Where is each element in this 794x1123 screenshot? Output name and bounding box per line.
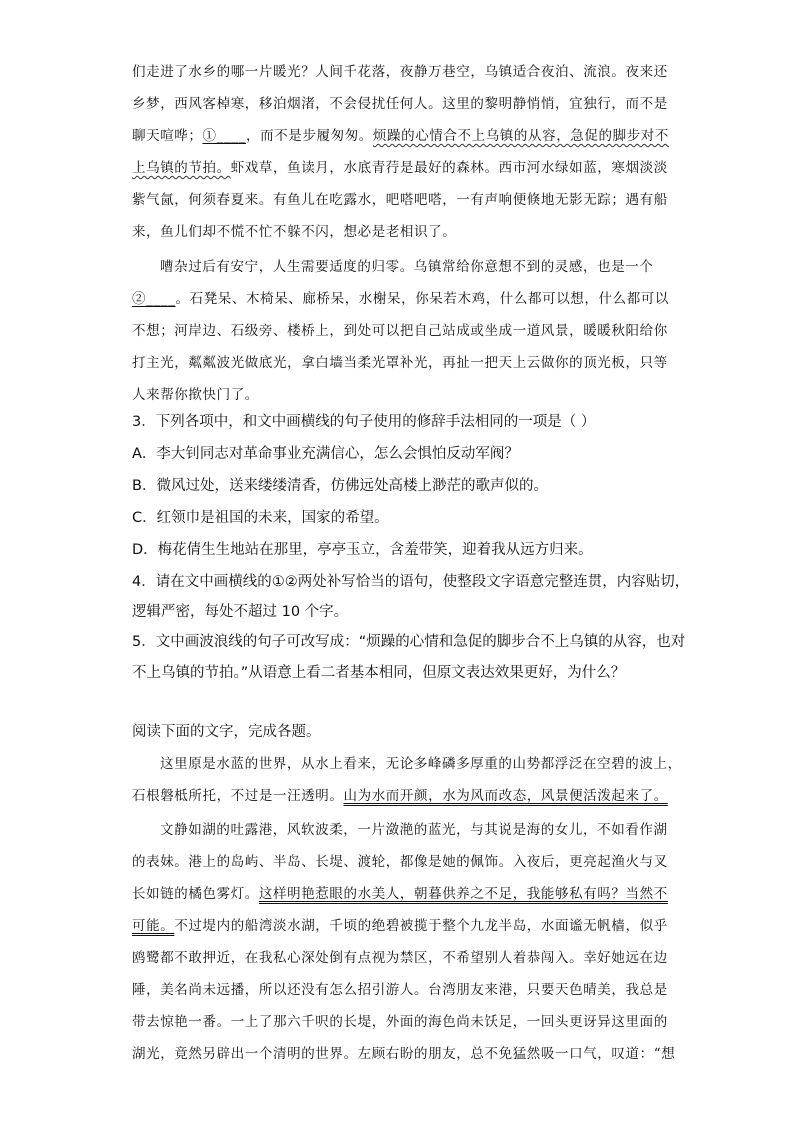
passage-line: 石根磐柢所托，不过是一汪透明。山为水而开颜，水为风而改态，风景便活泼起来了。 bbox=[132, 788, 668, 804]
passage-line: 鸥鹭都不敢押近，在我私心深处倒有点视为禁区，不希望别人着恭闯入。幸好她远在边 bbox=[132, 950, 668, 966]
passage-line: 来，鱼儿们却不慌不忙不躲不闪，想必是老相识了。 bbox=[132, 224, 457, 240]
underlined-sentence: 这样明艳惹眼的水美人，朝暮供养之不足，我能够私有吗？当然不 bbox=[258, 886, 668, 902]
wavy-sentence: 烦躁的心情合不上乌镇的从容，急促的脚步对不 bbox=[372, 128, 670, 144]
question-4: 4．请在文中画横线的①②两处补写恰当的语句，使整段文字语意完整连贯，内容贴切， bbox=[132, 574, 690, 590]
passage-line: 聊天喧哗；①____，而不是步履匆匆。烦躁的心情合不上乌镇的从容，急促的脚步对不 bbox=[132, 128, 670, 144]
passage-line: 文静如湖的吐露港，风软波柔，一片潋滟的蓝光，与其说是海的女儿，不如看作湖 bbox=[160, 822, 668, 838]
passage-line: 可能。不过堤内的船湾淡水湖，千顷的绝碧被揽于整个九龙半岛，水面谧无帆樯，似乎 bbox=[132, 918, 668, 934]
question-5-cont: 不上乌镇的节拍。”从语意上看二者基本相同，但原文表达效果更好，为什么？ bbox=[132, 665, 626, 681]
wavy-sentence-cont: 上乌镇的节拍。 bbox=[132, 160, 231, 176]
passage-line: 这里原是水蓝的世界，从水上看来，无论多峰磷多厚重的山势都浮泛在空碧的波上， bbox=[160, 756, 682, 772]
question-4-cont: 逻辑严密，每处不超过 10 个字。 bbox=[132, 604, 349, 620]
passage-line: 打主光，粼粼波光做底光，拿白墙当柔光罩补光，再扯一把天上云做你的顶光板，只等 bbox=[132, 355, 668, 371]
underlined-sentence: 山为水而开颜，水为风而改态，风景便活泼起来了。 bbox=[343, 788, 668, 804]
passage-line: 嘈杂过后有安宁，人生需要适度的归零。乌镇常给你意想不到的灵感，也是一个 bbox=[160, 259, 654, 275]
option-b: B．微风过处，送来缕缕清香，仿佛远处高楼上渺茫的歌声似的。 bbox=[132, 478, 548, 494]
passage-line: 紫气氤，何须春夏来。有鱼儿在吃露水，吧嗒吧嗒，一有声响便倏地无影无踪；遇有船 bbox=[132, 192, 668, 208]
blank-2: ②____ bbox=[132, 291, 176, 307]
passage-line: 的表妹。港上的岛屿、半岛、长堤、渡轮，都像是她的佩饰。入夜后，更亮起渔火与叉 bbox=[132, 854, 668, 870]
option-c: C．红领巾是祖国的未来，国家的希望。 bbox=[132, 510, 389, 526]
passage-line: 不想；河岸边、石级旁、楼桥上，到处可以把自己站成或坐成一道风景，暖暖秋阳给你 bbox=[132, 323, 668, 339]
passage-line: 湖光，竟然另辟出一个清明的世界。左顾右盼的朋友，总不免猛然吸一口气，叹道：“想 bbox=[132, 1046, 676, 1062]
passage-line: 陲，美名尚未远播，所以还没有怎么招引游人。台湾朋友来港，只要天色晴美，我总是 bbox=[132, 982, 668, 998]
passage-line: 们走进了水乡的哪一片暖光？人间千花落，夜静万巷空，乌镇适合夜泊、流浪。夜来还 bbox=[132, 64, 668, 80]
option-a: A．李大钊同志对革命事业充满信心，怎么会惧怕反动军阀？ bbox=[132, 446, 519, 462]
passage-line: 长如链的橘色雾灯。这样明艳惹眼的水美人，朝暮供养之不足，我能够私有吗？当然不 bbox=[132, 886, 668, 902]
section-intro: 阅读下面的文字，完成各题。 bbox=[132, 724, 321, 740]
question-3: 3．下列各项中，和文中画横线的句子使用的修辞手法相同的一项是（ ） bbox=[132, 414, 596, 430]
passage-line: 乡梦，西风客棹寒，移泊烟渚，不会侵扰任何人。这里的黎明静悄悄，宜独行，而不是 bbox=[132, 96, 668, 112]
question-5: 5．文中画波浪线的句子可改写成：“烦躁的心情和急促的脚步合不上乌镇的从容，也对 bbox=[132, 634, 686, 650]
blank-1: ①____ bbox=[202, 128, 246, 144]
passage-line: 人来帮你揿快门了。 bbox=[132, 387, 259, 403]
underlined-sentence-cont: 可能。 bbox=[132, 918, 175, 934]
passage-line: 带去惊艳一番。一上了那六千呎的长堤，外面的海色尚未饫足，一回头更讶异这里面的 bbox=[132, 1014, 668, 1030]
passage-line: 上乌镇的节拍。虾戏草，鱼读月，水底青荇是最好的森林。西市河水绿如蓝，寒烟淡淡 bbox=[132, 160, 668, 176]
option-d: D．梅花倩生生地站在那里，亭亭玉立，含羞带笑，迎着我从远方归来。 bbox=[132, 542, 593, 558]
passage-line: ②____。石凳呆、木椅呆、廊桥呆，水榭呆，你呆若木鸡，什么都可以想，什么都可以 bbox=[132, 291, 669, 307]
